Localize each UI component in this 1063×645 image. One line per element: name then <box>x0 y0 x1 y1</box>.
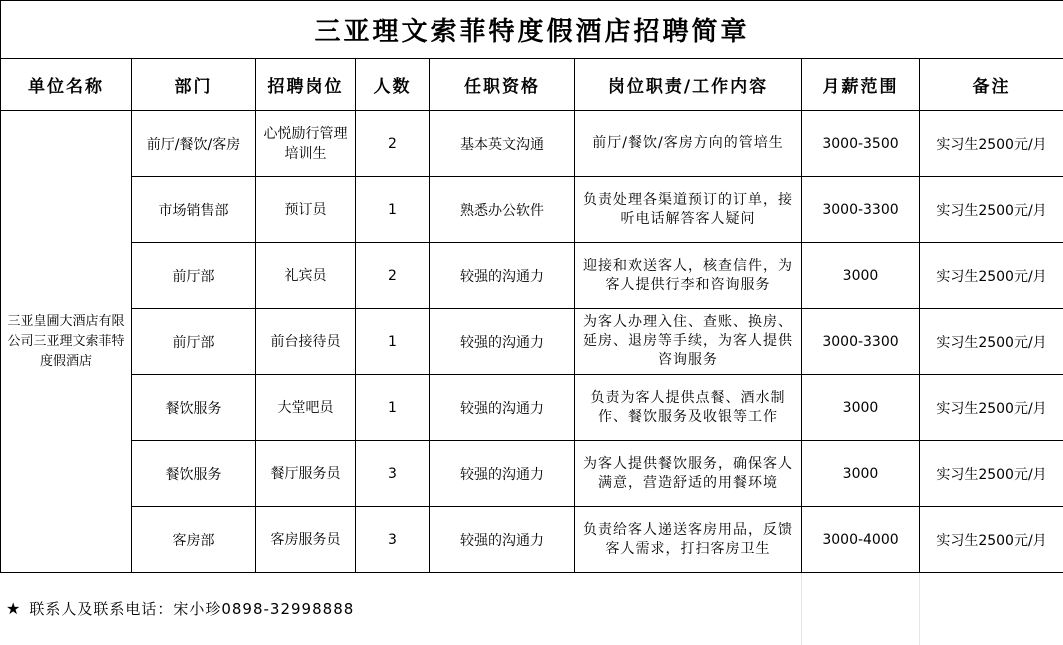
row-department: 前厅/餐饮/客房 <box>132 111 256 177</box>
row-department: 餐饮服务 <box>132 441 256 507</box>
row-duties: 为客人办理入住、查账、换房、延房、退房等手续，为客人提供咨询服务 <box>575 309 802 375</box>
row-note: 实习生2500元/月 <box>920 507 1063 573</box>
table-row <box>1 177 1063 243</box>
row-department: 餐饮服务 <box>132 375 256 441</box>
table-row <box>1 309 1063 375</box>
header-count: 人数 <box>356 59 430 111</box>
company-name: 三亚皇圃大酒店有限公司三亚理文索菲特度假酒店 <box>1 111 132 573</box>
row-count: 3 <box>356 507 430 573</box>
row-qualification: 基本英文沟通 <box>430 111 575 177</box>
row-count: 2 <box>356 111 430 177</box>
header-duties: 岗位职责/工作内容 <box>575 59 802 111</box>
row-duties: 负责处理各渠道预订的订单，接听电话解答客人疑问 <box>575 177 802 243</box>
row-note: 实习生2500元/月 <box>920 309 1063 375</box>
row-count: 1 <box>356 309 430 375</box>
row-department: 客房部 <box>132 507 256 573</box>
row-count: 3 <box>356 441 430 507</box>
table-row <box>1 111 1063 177</box>
row-duties: 负责为客人提供点餐、酒水制作、餐饮服务及收银等工作 <box>575 375 802 441</box>
star-icon: ★ <box>6 599 22 618</box>
table-row <box>1 375 1063 441</box>
header-company: 单位名称 <box>1 59 132 111</box>
row-count: 1 <box>356 375 430 441</box>
row-position: 礼宾员 <box>256 243 356 309</box>
row-salary: 3000-3500 <box>802 111 920 177</box>
header-department: 部门 <box>132 59 256 111</box>
header-qualification: 任职资格 <box>430 59 575 111</box>
row-salary: 3000 <box>802 441 920 507</box>
row-position: 餐厅服务员 <box>256 441 356 507</box>
row-note: 实习生2500元/月 <box>920 441 1063 507</box>
table-row <box>1 243 1063 309</box>
row-note: 实习生2500元/月 <box>920 243 1063 309</box>
contact-footer <box>6 598 354 619</box>
header-note: 备注 <box>920 59 1063 111</box>
row-qualification: 较强的沟通力 <box>430 375 575 441</box>
row-duties: 迎接和欢送客人，核查信件，为客人提供行李和咨询服务 <box>575 243 802 309</box>
table-row <box>1 441 1063 507</box>
title-row <box>1 1 1063 59</box>
row-qualification: 较强的沟通力 <box>430 309 575 375</box>
row-position: 客房服务员 <box>256 507 356 573</box>
row-note: 实习生2500元/月 <box>920 177 1063 243</box>
page-title: 三亚理文索菲特度假酒店招聘简章 <box>1 1 1063 59</box>
faint-gridline <box>919 573 920 645</box>
row-salary: 3000 <box>802 243 920 309</box>
row-note: 实习生2500元/月 <box>920 375 1063 441</box>
row-salary: 3000 <box>802 375 920 441</box>
faint-gridline <box>801 573 802 645</box>
header-row <box>1 59 1063 111</box>
row-note: 实习生2500元/月 <box>920 111 1063 177</box>
row-duties: 前厅/餐饮/客房方向的管培生 <box>575 111 802 177</box>
table-row <box>1 507 1063 573</box>
row-department: 前厅部 <box>132 243 256 309</box>
row-duties: 为客人提供餐饮服务，确保客人满意，营造舒适的用餐环境 <box>575 441 802 507</box>
row-qualification: 熟悉办公软件 <box>430 177 575 243</box>
row-position: 前台接待员 <box>256 309 356 375</box>
contact-text: 联系人及联系电话：宋小珍0898-32998888 <box>29 600 355 618</box>
row-position: 大堂吧员 <box>256 375 356 441</box>
header-salary: 月薪范围 <box>802 59 920 111</box>
row-salary: 3000-4000 <box>802 507 920 573</box>
row-salary: 3000-3300 <box>802 309 920 375</box>
row-qualification: 较强的沟通力 <box>430 441 575 507</box>
row-department: 前厅部 <box>132 309 256 375</box>
header-position: 招聘岗位 <box>256 59 356 111</box>
row-count: 1 <box>356 177 430 243</box>
row-department: 市场销售部 <box>132 177 256 243</box>
row-position: 心悦励行管理培训生 <box>256 111 356 177</box>
row-qualification: 较强的沟通力 <box>430 507 575 573</box>
row-duties: 负责给客人递送客房用品，反馈客人需求，打扫客房卫生 <box>575 507 802 573</box>
row-position: 预订员 <box>256 177 356 243</box>
row-count: 2 <box>356 243 430 309</box>
row-qualification: 较强的沟通力 <box>430 243 575 309</box>
row-salary: 3000-3300 <box>802 177 920 243</box>
